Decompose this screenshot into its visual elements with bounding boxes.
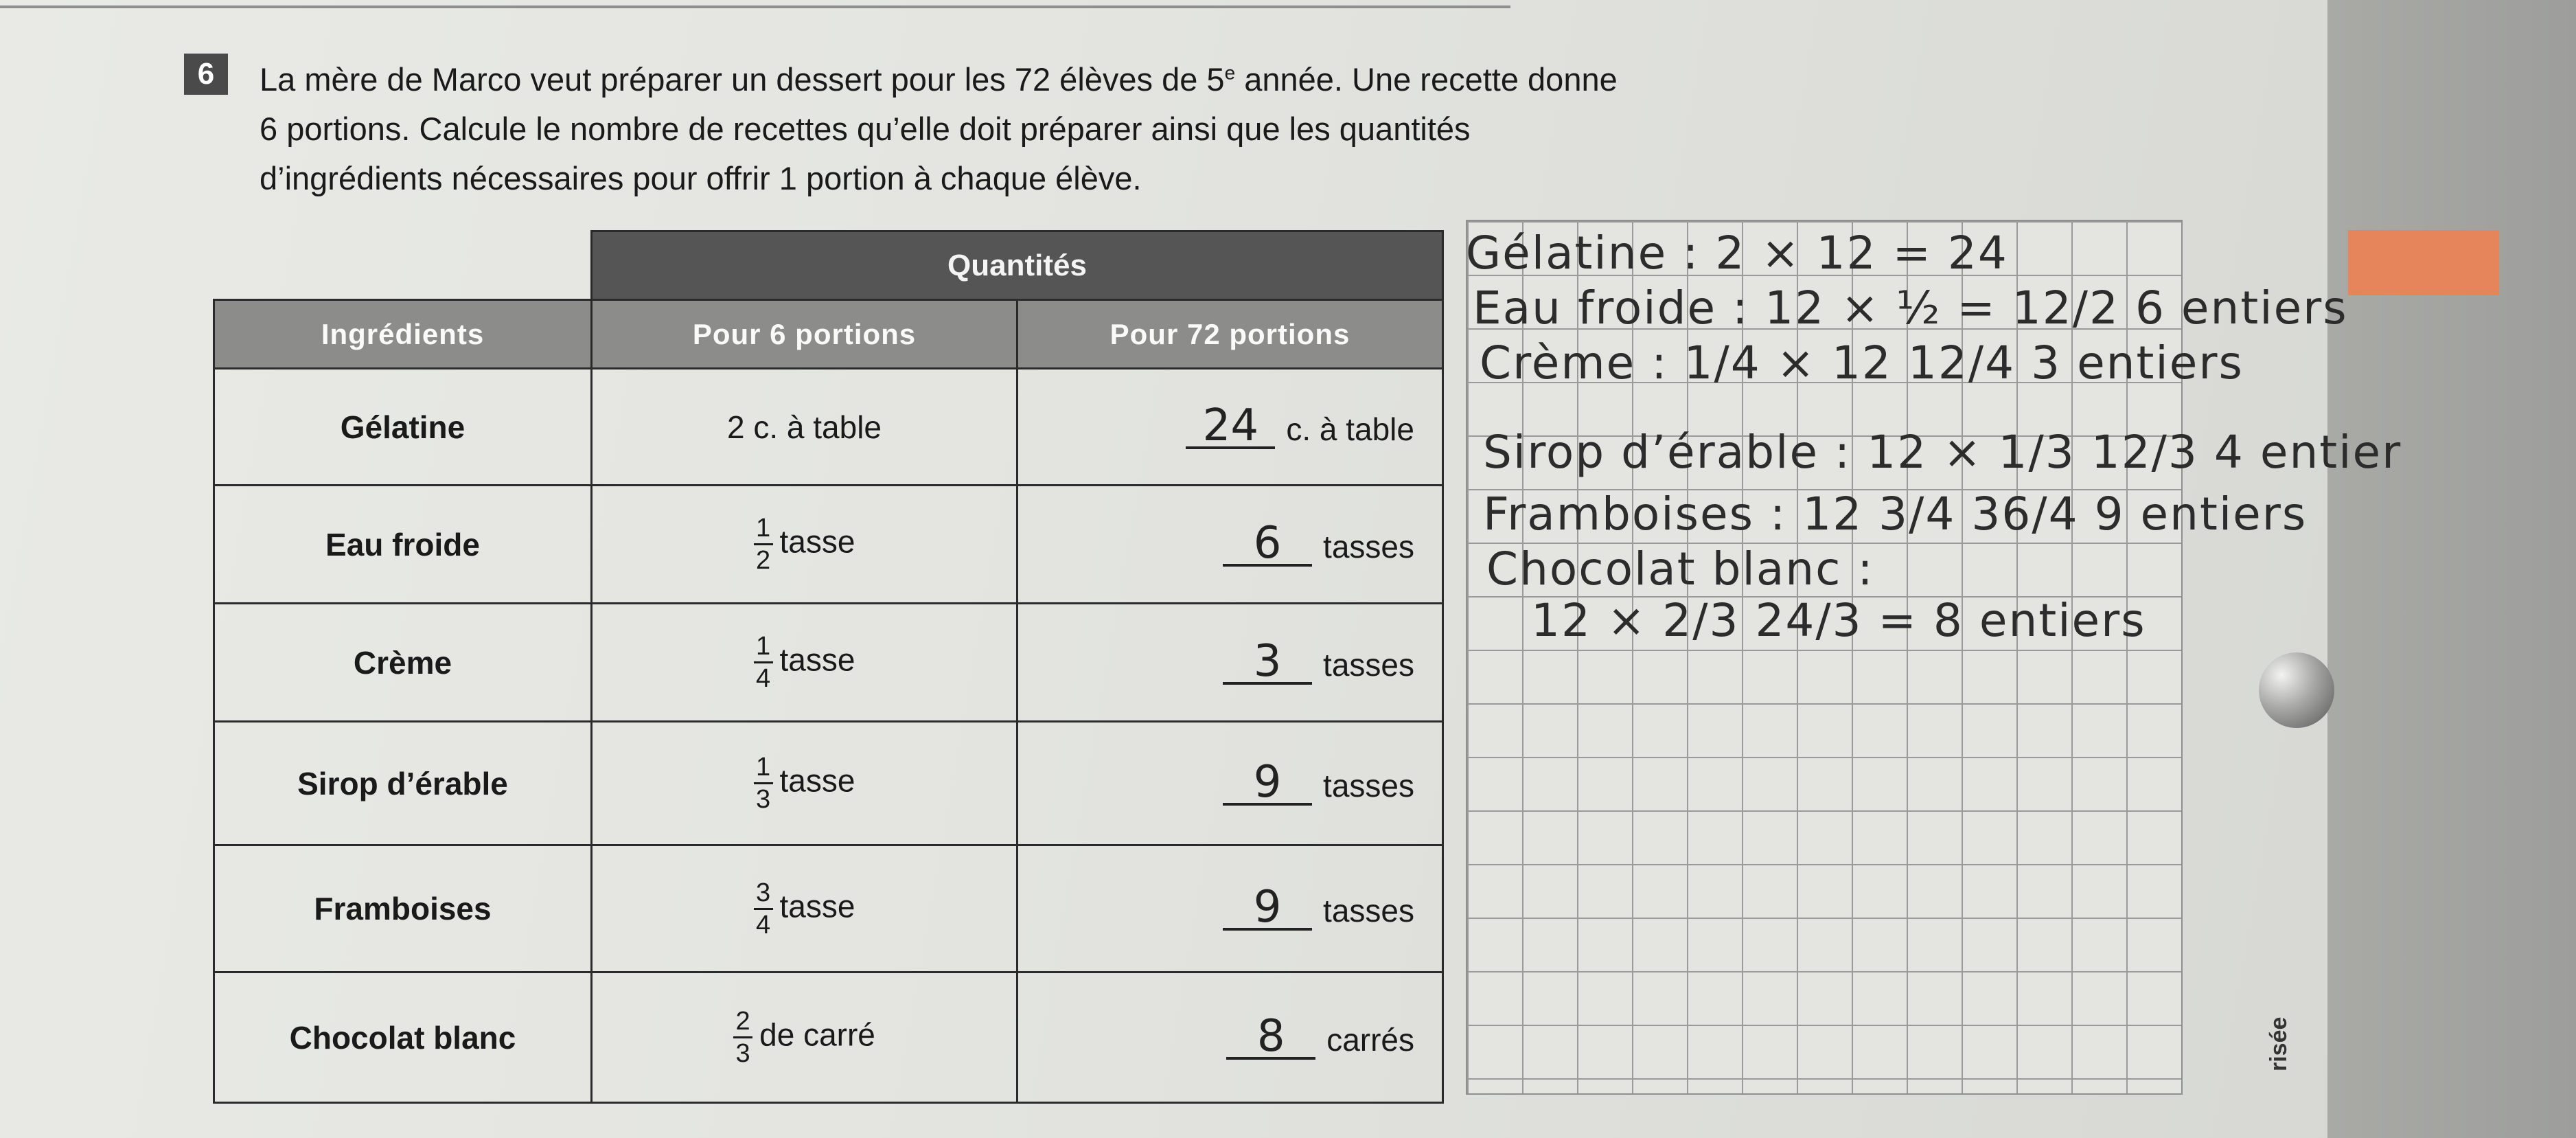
fraction: [733, 1008, 752, 1067]
table-row: [214, 369, 1443, 486]
quantity-6: [592, 604, 1017, 722]
question-line-2: 6 portions. Calcule le nombre de recettes qu’elle doit préparer ainsi que les quantités: [260, 111, 1471, 147]
handwritten-answer: 8: [1226, 1016, 1315, 1060]
page-top-rule: [0, 5, 1510, 8]
table-row: [214, 845, 1443, 972]
margin-side-text: risée: [2266, 1016, 2292, 1071]
unit-label: c. à table: [1286, 411, 1414, 447]
fraction-numerator: 2: [735, 1007, 750, 1036]
unit-label: carrés: [1326, 1021, 1414, 1058]
ingredient-name: Gélatine: [214, 369, 592, 486]
quantity-unit: tasse: [779, 523, 855, 560]
handwritten-line-2: Eau froide : 12 × ½ = 12/2 6 entiers: [1473, 282, 2348, 334]
question-line-3: d’ingrédients nécessaires pour offrir 1 portion à chaque élève.: [260, 160, 1142, 196]
fraction-bar: [754, 543, 773, 545]
quantity-6: [592, 486, 1017, 604]
handwritten-line-3: Crème : 1/4 × 12 12/4 3 entiers: [1480, 337, 2244, 389]
handwritten-answer: 9: [1223, 762, 1312, 806]
quantity-72: [1017, 972, 1443, 1103]
ingredient-name: Chocolat blanc: [214, 972, 592, 1103]
table-corner-blank: [214, 231, 592, 300]
quantity-6: [592, 972, 1017, 1103]
header-ingredients: Ingrédients: [214, 300, 592, 369]
header-6-portions: Pour 6 portions: [592, 300, 1017, 369]
handwritten-answer: 3: [1223, 641, 1312, 685]
table-header-row: [214, 300, 1443, 369]
desk-background: [2327, 0, 2576, 1138]
quantity-72: [1017, 486, 1443, 604]
question-line-1: [260, 60, 1618, 98]
fraction-bar: [733, 1036, 752, 1038]
quantity-unit: tasse: [779, 762, 855, 799]
table-group-header-row: [214, 231, 1443, 300]
ingredient-name: Framboises: [214, 845, 592, 972]
handwritten-line-5: Framboises : 12 3/4 36/4 9 entiers: [1483, 488, 2308, 540]
handwritten-line-6: Chocolat blanc :: [1486, 543, 1874, 595]
quantity-6: [592, 845, 1017, 972]
unit-label: tasses: [1323, 767, 1414, 804]
quantities-table: [213, 230, 1444, 1104]
fraction: [754, 879, 773, 939]
fraction-denominator: 4: [755, 910, 771, 940]
fraction-numerator: 1: [755, 514, 771, 543]
unit-label: tasses: [1323, 528, 1414, 565]
fraction-numerator: 3: [755, 878, 771, 907]
table-row: [214, 604, 1443, 722]
table-row: [214, 722, 1443, 845]
unit-label: tasses: [1323, 893, 1414, 929]
fraction: [754, 633, 773, 692]
handwritten-line-7: 12 × 2/3 24/3 = 8 entiers: [1531, 594, 2146, 647]
quantity-unit: tasse: [779, 641, 855, 678]
quantity-72: [1017, 369, 1443, 486]
fraction-numerator: 1: [755, 632, 771, 661]
metal-pin: [2259, 652, 2334, 728]
fraction-denominator: 2: [755, 546, 771, 575]
fraction-bar: [754, 782, 773, 784]
ingredient-name: Sirop d’érable: [214, 722, 592, 845]
quantity-unit: tasse: [779, 888, 855, 924]
ingredient-name: Crème: [214, 604, 592, 722]
quantity-72: [1017, 604, 1443, 722]
fraction-numerator: 1: [755, 753, 771, 782]
handwritten-answer: 6: [1223, 523, 1312, 567]
question-line-1-a: La mère de Marco veut préparer un dessert pour les 72 élèves de 5: [260, 61, 1225, 98]
quantity-72: [1017, 722, 1443, 845]
quantity-72: [1017, 845, 1443, 972]
fraction-denominator: 3: [755, 785, 771, 814]
quantity-6: 2 c. à table: [592, 369, 1017, 486]
question-line-1-sup: e: [1224, 62, 1236, 84]
quantity-unit: de carré: [759, 1016, 875, 1053]
handwritten-line-4: Sirop d’érable : 12 × 1/3 12/3 4 entier: [1483, 426, 2402, 479]
handwritten-line-1: Gélatine : 2 × 12 = 24: [1466, 227, 2008, 280]
fraction: [754, 753, 773, 813]
handwritten-answer: 9: [1223, 887, 1312, 931]
orange-sticky-note: [2348, 230, 2499, 295]
header-72-portions: Pour 72 portions: [1017, 300, 1443, 369]
fraction-bar: [754, 661, 773, 663]
table-row: [214, 972, 1443, 1103]
question-line-1-b: année. Une recette donne: [1235, 61, 1618, 98]
fraction: [754, 514, 773, 574]
quantities-header: Quantités: [592, 231, 1443, 300]
ingredient-name: Eau froide: [214, 486, 592, 604]
unit-label: tasses: [1323, 646, 1414, 683]
question-number: 6: [184, 54, 228, 95]
table-row: [214, 486, 1443, 604]
fraction-denominator: 4: [755, 664, 771, 693]
fraction-denominator: 3: [735, 1039, 750, 1068]
quantity-6: [592, 722, 1017, 845]
handwritten-answer: 24: [1186, 405, 1275, 449]
fraction-bar: [754, 908, 773, 910]
